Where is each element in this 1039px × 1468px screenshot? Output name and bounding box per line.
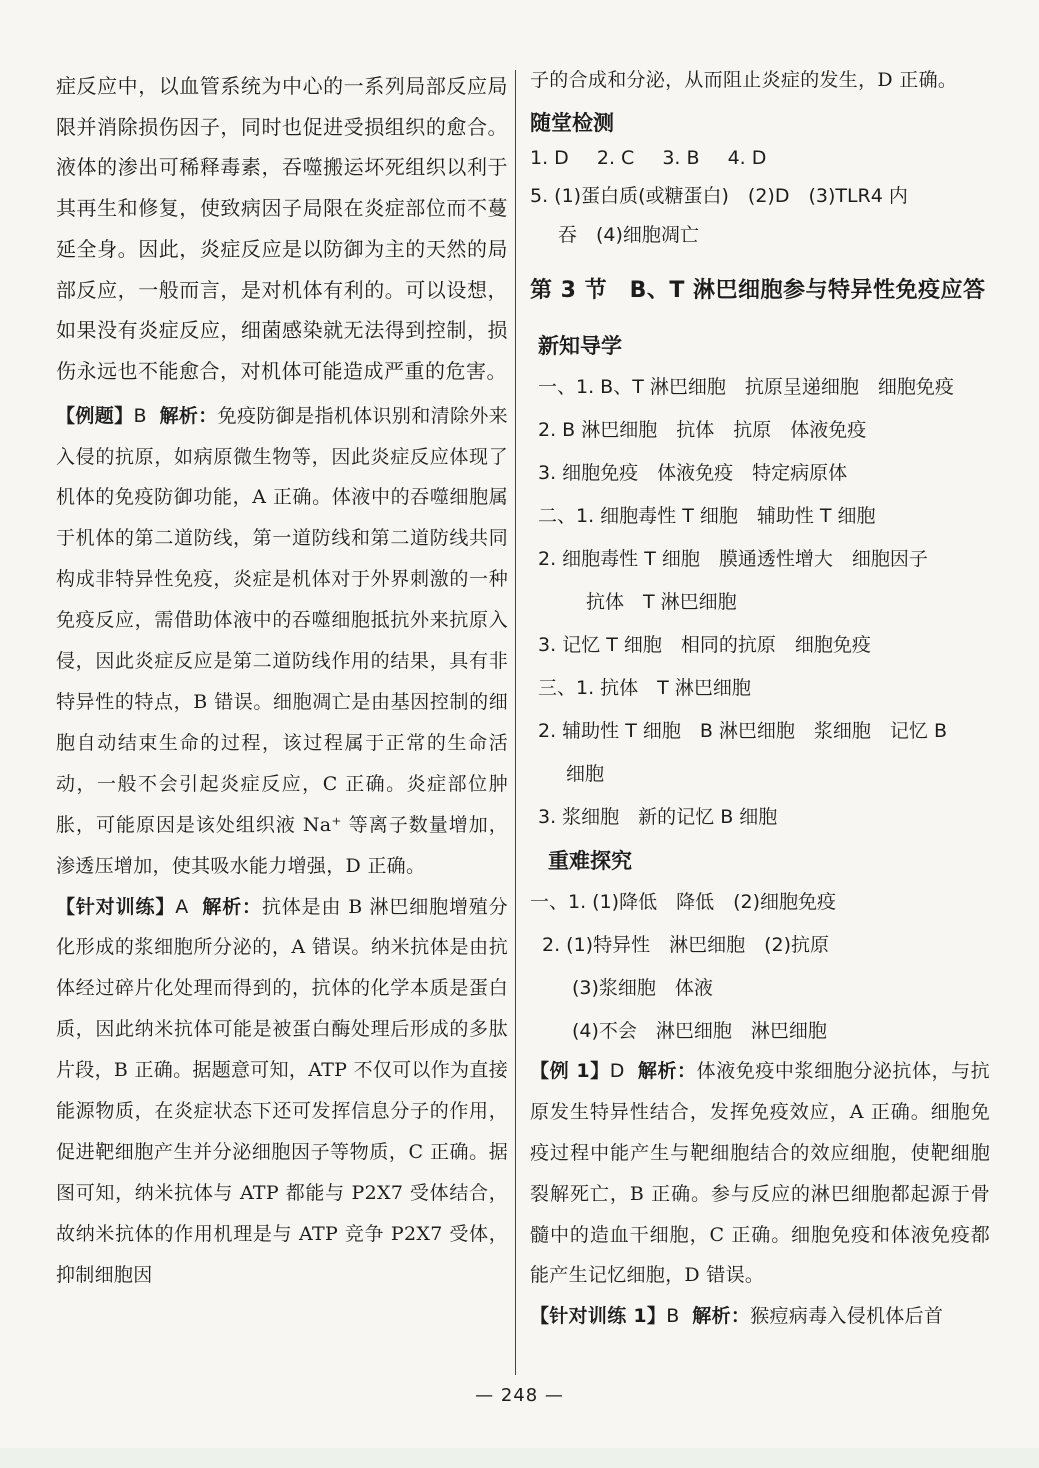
training-answer: A bbox=[175, 895, 189, 918]
new-line-7: 3. 记忆 T 细胞 相同的抗原 细胞免疫 bbox=[538, 633, 871, 656]
check-answer-1: 1. D bbox=[530, 146, 569, 169]
training-1-tag: 【针对训练 1】 bbox=[530, 1305, 667, 1328]
training-1-analysis-text: 猴痘病毒入侵机体后首 bbox=[750, 1305, 944, 1328]
page-number: — 248 — bbox=[475, 1385, 564, 1406]
new-line-1: 一、1. B、T 淋巴细胞 抗原呈递细胞 细胞免疫 bbox=[538, 375, 954, 398]
example-paragraph bbox=[56, 396, 508, 887]
check-answers-line-1 bbox=[530, 147, 990, 169]
example-1-tag: 【例 1】 bbox=[530, 1059, 610, 1082]
training-analysis-text: 抗体是由 B 淋巴细胞增殖分化形成的浆细胞所分泌的，A 错误。纳米抗体是由抗体经过碎片化处理而得到的，抗体的化学本质是蛋白质，因此纳米抗体可能是被蛋白酶处理后形成的多肽片段，B 正确。据题意可知，ATP 不仅可以作为直接能源物质，在炎症状态下还可发挥信息分子的作用，促进靶细胞产生并分泌细胞因子等物质，C 正确。据图可知，纳米抗体与 ATP 都能与 P2X7 受体结合，故纳米抗体的作用机理是与 ATP 竞争 P2X7 受体，抑制细胞因 bbox=[56, 895, 508, 1286]
new-line-5: 2. 细胞毒性 T 细胞 膜通透性增大 细胞因子 bbox=[538, 547, 928, 570]
example-analysis-label: 解析： bbox=[159, 404, 218, 427]
new-knowledge-heading: 新知导学 bbox=[538, 333, 622, 358]
training-tag: 【针对训练】 bbox=[56, 895, 176, 918]
new-line-2: 2. B 淋巴细胞 抗体 抗原 体液免疫 bbox=[538, 418, 867, 441]
new-line-8: 三、1. 抗体 T 淋巴细胞 bbox=[538, 676, 751, 699]
hard-line-4: (4)不会 淋巴细胞 淋巴细胞 bbox=[572, 1019, 827, 1042]
example-1-answer: D bbox=[609, 1059, 625, 1082]
example-1-analysis-label: 解析： bbox=[637, 1059, 697, 1082]
bottom-edge bbox=[0, 1448, 1039, 1468]
training-analysis-label: 解析： bbox=[202, 895, 262, 918]
new-line-6: 抗体 T 淋巴细胞 bbox=[586, 590, 737, 613]
section-title: 第 3 节 B、T 淋巴细胞参与特异性免疫应答 bbox=[530, 277, 986, 303]
check-answer-2: 2. C bbox=[596, 146, 635, 169]
example-answer: B bbox=[133, 404, 147, 427]
example-1-analysis-text: 体液免疫中浆细胞分泌抗体，与抗原发生特异性结合，发挥免疫效应，A 正确。细胞免疫过程中能产生与靶细胞结合的效应细胞，使靶细胞裂解死亡，B 正确。参与反应的淋巴细胞都起源于骨髓中的造血干细胞，C 正确。细胞免疫和体液免疫都能产生记忆细胞，D 错误。 bbox=[530, 1059, 990, 1287]
hard-topics-answers bbox=[530, 887, 990, 1043]
check-heading: 随堂检测 bbox=[530, 110, 614, 135]
check-answers-line-2: 5. (1)蛋白质(或糖蛋白) (2)D (3)TLR4 内 bbox=[530, 184, 908, 207]
training-1-answer: B bbox=[666, 1305, 680, 1328]
left-column bbox=[56, 66, 508, 1296]
example-tag: 【例题】 bbox=[56, 404, 134, 427]
intro-paragraph: 症反应中，以血管系统为中心的一系列局部反应局限并消除损伤因子，同时也促进受损组织的愈合。液体的渗出可稀释毒素，吞噬搬运坏死组织以利于其再生和修复，使致病因子局限在炎症部位而不蔓延全身。因此，炎症反应是以防御为主的天然的局部反应，一般而言，是对机体有利的。可以设想，如果没有炎症反应，细菌感染就无法得到控制，损伤永远也不能愈合，对机体可能造成严重的危害。 bbox=[56, 74, 508, 383]
column-divider bbox=[515, 70, 516, 1375]
example-1-paragraph bbox=[530, 1051, 990, 1296]
hard-line-2: 2. (1)特异性 淋巴细胞 (2)抗原 bbox=[542, 933, 829, 956]
new-knowledge-answers bbox=[530, 372, 990, 829]
example-analysis-text: 免疫防御是指机体识别和清除外来入侵的抗原，如病原微生物等，因此炎症反应体现了机体的免疫防御功能，A 正确。体液中的吞噬细胞属于机体的第二道防线，第一道防线和第二道防线共同构成非特异性免疫，炎症是机体对于外界刺激的一种免疫反应，需借助体液中的吞噬细胞抵抗外来抗原入侵，因此炎症反应是第二道防线作用的结果，具有非特异性的特点，B 错误。细胞凋亡是由基因控制的细胞自动结束生命的过程，该过程属于正常的生命活动，一般不会引起炎症反应，C 正确。炎症部位肿胀，可能原因是该处组织液 Na⁺ 等离子数量增加，渗透压增加，使其吸水能力增强，D 正确。 bbox=[56, 404, 508, 877]
hard-line-1: 一、1. (1)降低 降低 (2)细胞免疫 bbox=[530, 890, 836, 913]
new-line-10: 细胞 bbox=[566, 762, 605, 785]
check-answer-4: 4. D bbox=[727, 146, 767, 169]
new-line-11: 3. 浆细胞 新的记忆 B 细胞 bbox=[538, 805, 778, 828]
right-column bbox=[530, 60, 990, 1337]
check-answers-line-3: 吞 (4)细胞凋亡 bbox=[558, 223, 699, 246]
check-answer-3: 3. B bbox=[662, 146, 700, 169]
new-line-9: 2. 辅助性 T 细胞 B 淋巴细胞 浆细胞 记忆 B bbox=[538, 719, 948, 742]
training-1-analysis-label: 解析： bbox=[692, 1305, 751, 1328]
continuation-text: 子的合成和分泌，从而阻止炎症的发生，D 正确。 bbox=[530, 69, 958, 91]
hard-topics-heading: 重难探究 bbox=[548, 848, 632, 873]
new-line-3: 3. 细胞免疫 体液免疫 特定病原体 bbox=[538, 461, 848, 484]
new-line-4: 二、1. 细胞毒性 T 细胞 辅助性 T 细胞 bbox=[538, 504, 876, 527]
hard-line-3: (3)浆细胞 体液 bbox=[572, 976, 713, 999]
training-paragraph bbox=[56, 887, 508, 1296]
training-1-paragraph bbox=[530, 1296, 990, 1337]
